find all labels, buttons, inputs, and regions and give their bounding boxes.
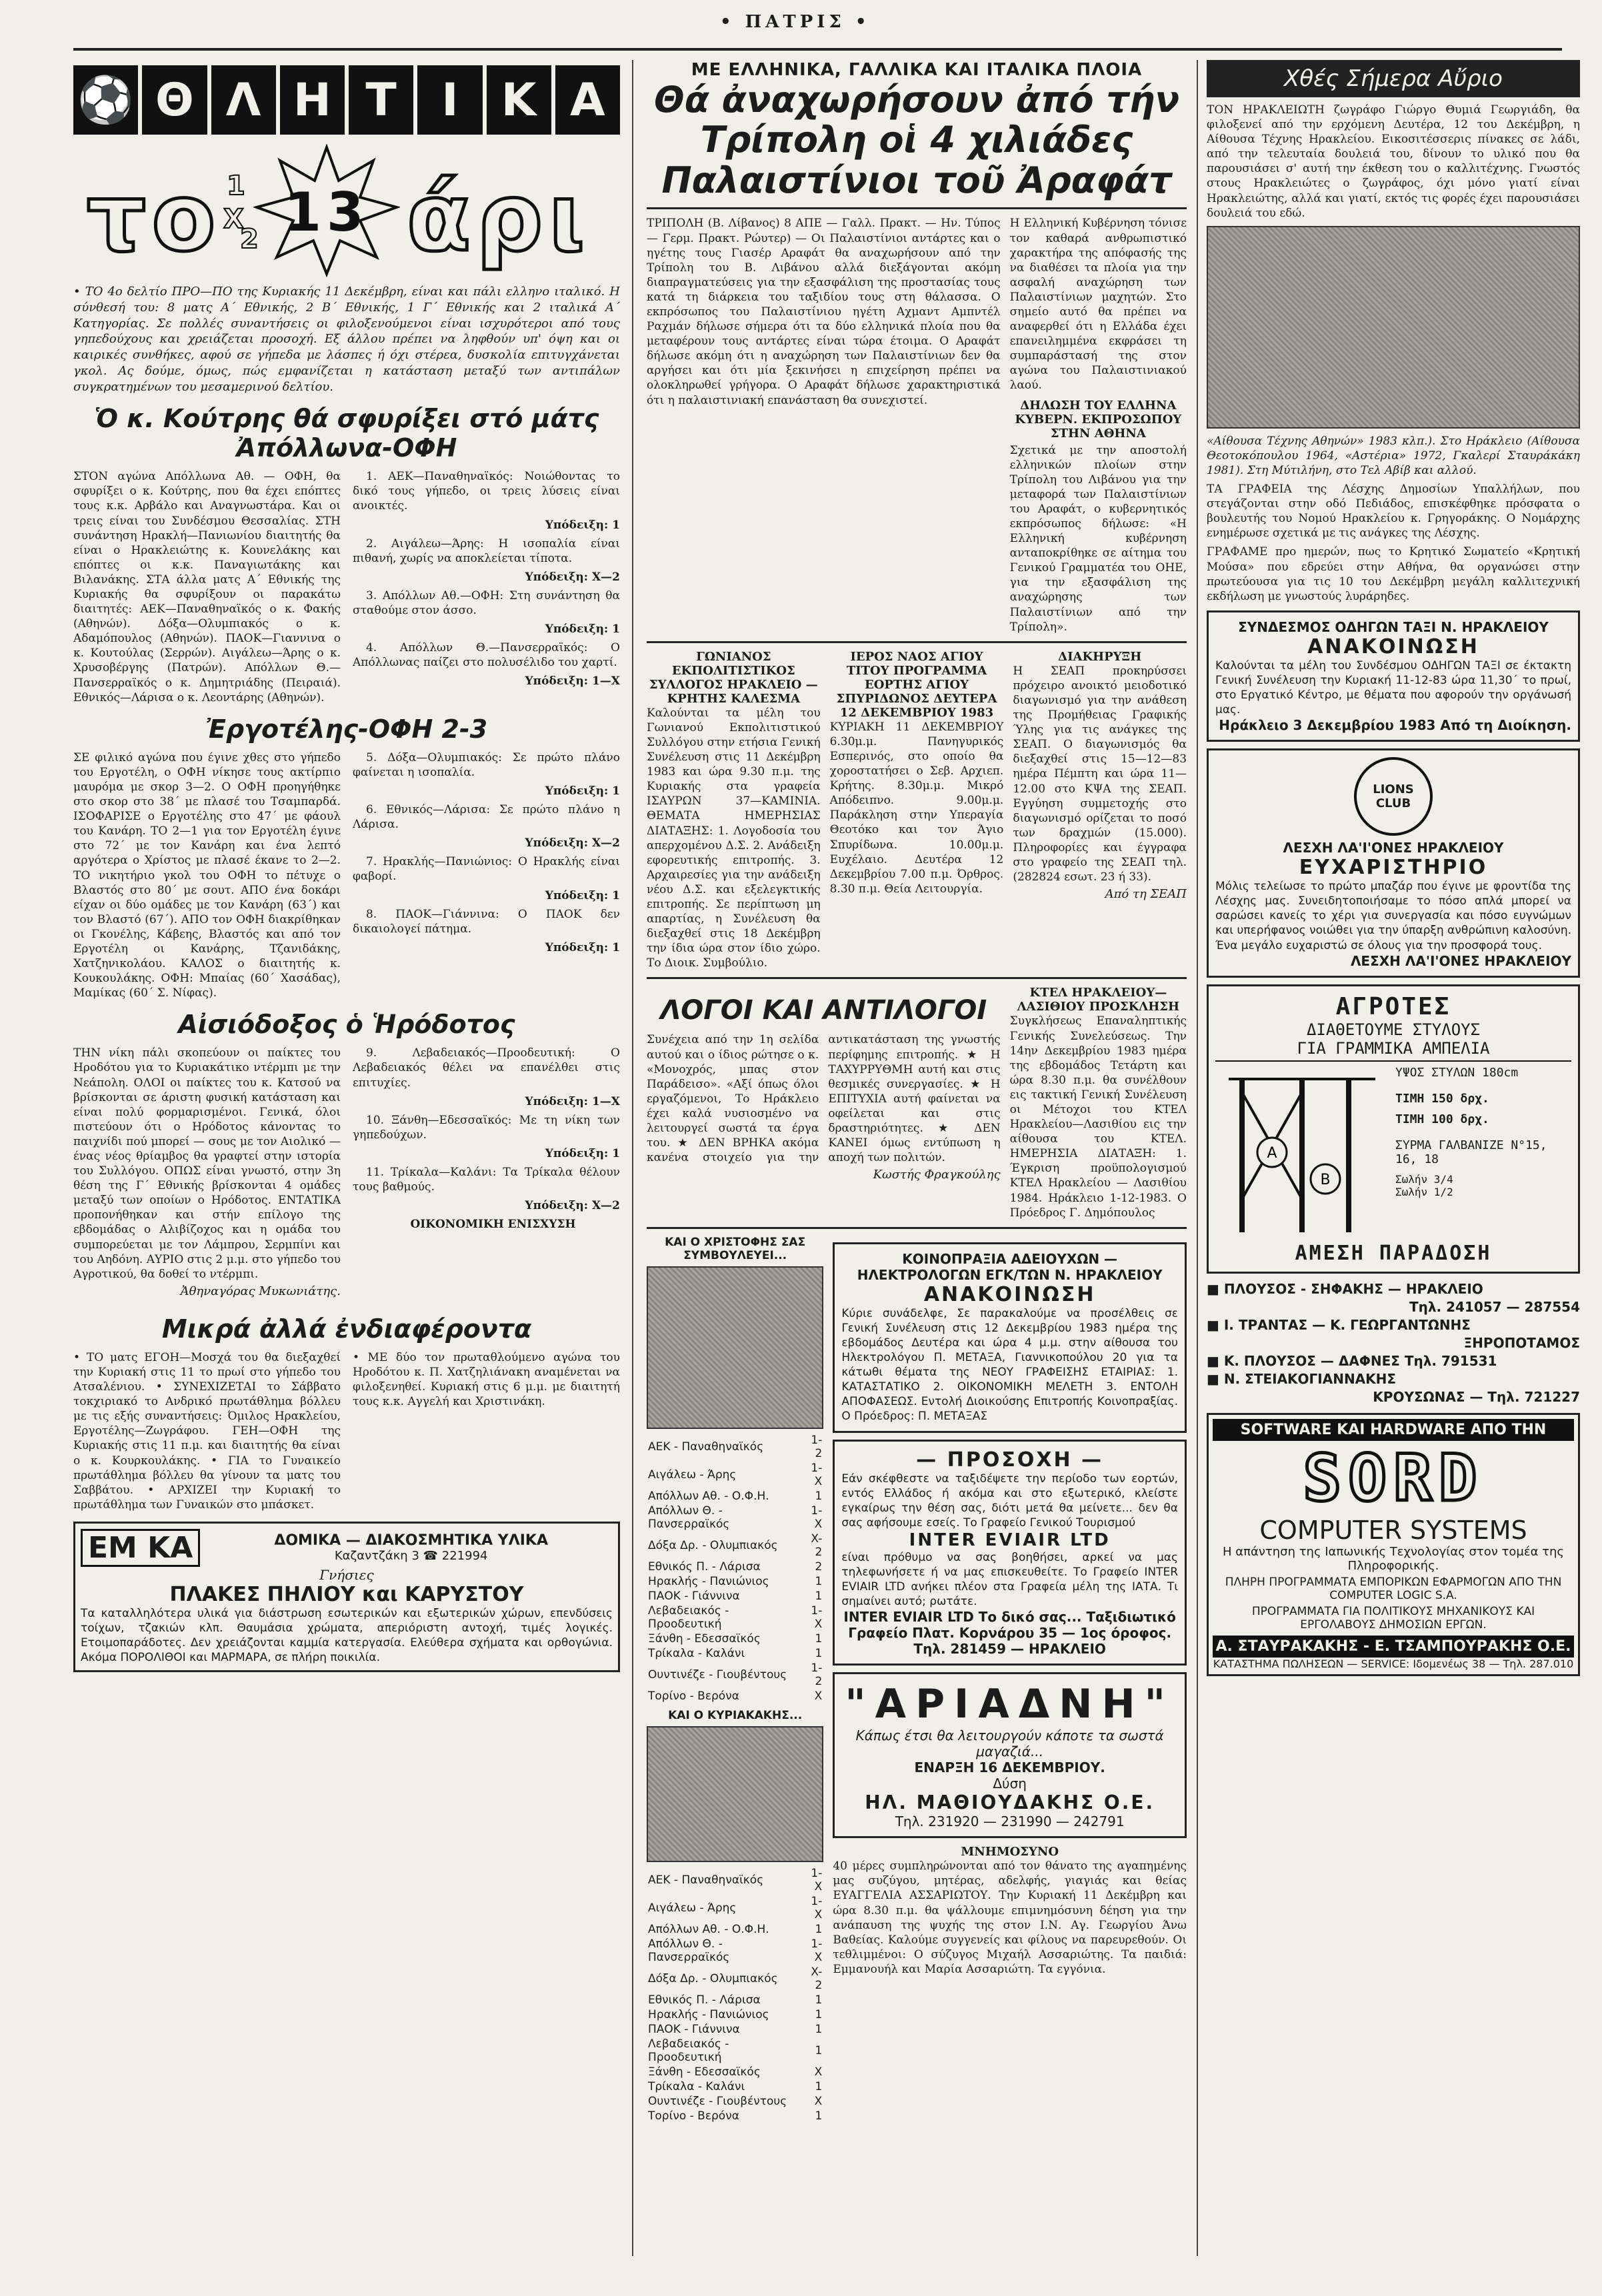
tip-verdict: Υπόδειξη: 1—Χ bbox=[525, 674, 620, 688]
politics-body2: Η Ελληνική Κυβέρνηση τόνισε τον καθαρά ανθρωπιστικό χαρακτήρα της απόφασής της να διαθέσει τα πλοία για την ασφαλή αναχώρηση των Παλαιστίνιων μαχητών. Στο σημείο αυτό θα πρέπει να αναφερθεί ότι η Ελλάδα έχει επανειλημμένα εκφράσει τη συμπαράστασή της στον αγώνα του Παλαιστινιακού λαού. bbox=[1009, 217, 1187, 393]
sord-cs: COMPUTER SYSTEMS bbox=[1259, 1515, 1527, 1545]
dealer-line: ■ Ι. ΤΡΑΝΤΑΣ — Κ. ΓΕΩΡΓΑΝΤΩΝΗΣ bbox=[1207, 1316, 1471, 1333]
result-match: Τρίκαλα - Καλάνι bbox=[648, 1646, 745, 1660]
synd-title: ΣΥΝΔΕΣΜΟΣ ΟΔΗΓΩΝ ΤΑΞΙ Ν. ΗΡΑΚΛΕΙΟΥ bbox=[1238, 618, 1549, 635]
sord-address: ΚΑΤΑΣΤΗΜΑ ΠΩΛΗΣΕΩΝ — SERVICE: Ιδομενέως 38 — Τηλ. 287.010 bbox=[1213, 1657, 1574, 1670]
tip-verdict: Υπόδειξη: 1 bbox=[545, 1146, 620, 1160]
banner-letter: Λ bbox=[211, 65, 276, 135]
logoi-text: Συνέχεια από την 1η σελίδα αυτού και ο ίδιος ρώτησε ο κ. «Μονοχρός, μπας στον Παράδεισο». «Αξί όπως όλοι εργαζόμενοι, Το Ηράκλειο έχει καλά νυσιοσμένο να λειτουργεί σωστά τα έργα του. ★ ΔΕΝ ΒΡΗΚΑ ακόμα κανένα στοιχείο για την αντικατάσταση της γνωστής περίφημης επιτροπής. ★ Η ΤΑΧΥΡΡΥΘΜΗ αυτή και στις θεσμικές συνεργασίες. ★ Η ΕΠΙΤΥΧΙΑ αυτή φαίνεται να οφείλεται και στις δραστηριότητες. ★ ΔΕΝ ΚΑΝΕΙ όμως εντύπωση η αποχή των πολιτών. bbox=[647, 1033, 1001, 1165]
mnimosyno-text: 40 μέρες συμπληρώνονται από τον θάνατο της αγαπημένης μας συζύγου, μητέρας, αδελφής, γιαγιάς και θείας ΕΥΑΓΓΕΛΙΑ ΑΣΣΑΡΙΩΤΟΥ. Την Κυριακή 11 Δεκέμβρη και ώρα 8.30 π.μ. θα ψάλλουμε επιμνημόσυνη δέηση για την ανάπαυση της ψυχής της στον Ι.Ν. Αγ. Γεωργίου Άνω Βαθείας. Καλούμε συγγενείς και φίλους να παρευρεθούν. Οι τεθλιμμένοι: Ο σύζυγος Μιχαήλ Ασσαριώτης. Τα παιδιά: Εμμανουήλ και Μαρία Ασσαριώτη. Τα εγγόνια. bbox=[833, 1859, 1187, 1976]
tip-line: 10. Ξάνθη—Εδεσσαϊκός: Με τη νίκη των γηπεδούχων. bbox=[353, 1113, 620, 1142]
result-row bbox=[647, 1894, 823, 1922]
result-row bbox=[647, 2007, 823, 2022]
athletika-banner bbox=[73, 65, 620, 135]
results-table-a bbox=[647, 1433, 823, 1704]
grafame-text: ΓΡΑΦΑΜΕ προ ημερών, πως το Κρητικό Σωματείο «Κρητική Μούσα» που εδρεύει στην Αθήνα, θα οργανώσει στην πρωτεύουσα για τις 10 του Δεκέμβρη μεγάλη καλλιτεχνική εκδήλωση με γνωστούς λυράρηδες. bbox=[1207, 545, 1580, 603]
rule bbox=[647, 641, 1187, 643]
emka-ad bbox=[73, 1522, 620, 1672]
result-match: Εθνικός Π. - Λάρισα bbox=[648, 1560, 761, 1574]
politics-headline: Θά ἀναχωρήσουν ἀπό τήν Τρίπολη οἱ 4 χιλιάδες Παλαιστίνιοι τοῦ Ἀραφάτ bbox=[653, 79, 1180, 201]
result-row bbox=[647, 1589, 823, 1604]
agrotes-wire: ΣΥΡΜΑ ΓΑΛΒΑΝΙΖΕ Ν°15, 16, 18 bbox=[1395, 1138, 1547, 1166]
result-match: Απόλλων Θ. - Πανσερραϊκός bbox=[648, 1504, 730, 1531]
emka-address: Καζαντζάκη 3 ☎ 221994 bbox=[334, 1549, 488, 1564]
result-match: Δόξα Δρ. - Ολυμπιακός bbox=[648, 1538, 778, 1552]
advise-title-2: ΚΑΙ Ο ΚΥΡΙΑΚΑΚΗΣ... bbox=[668, 1708, 803, 1722]
result-row bbox=[647, 1560, 823, 1574]
dealer-line: ΞΗΡΟΠΟΤΑΜΟΣ bbox=[1463, 1334, 1580, 1351]
tip-line: 8. ΠΑΟΚ—Γιάννινα: Ο ΠΑΟΚ δεν δικαιολογεί πάτημα. bbox=[353, 907, 620, 936]
result-match: Λεβαδειακός - Προοδευτική bbox=[648, 1604, 729, 1631]
synd-head: ΑΝΑΚΟΙΝΩΣΗ bbox=[1307, 634, 1479, 658]
result-row bbox=[647, 2022, 823, 2037]
result-match: Αιγάλεω - Άρης bbox=[648, 1901, 737, 1915]
prosoxi-title: — ΠΡΟΣΟΧΗ — bbox=[916, 1448, 1104, 1472]
politics-kicker: ΜΕ ΕΛΛΗΝΙΚΑ, ΓΑΛΛΙΚΑ ΚΑΙ ΙΤΑΛΙΚΑ ΠΛΟΙΑ bbox=[691, 60, 1143, 80]
tip-verdict: Υπόδειξη: Χ—2 bbox=[525, 570, 620, 584]
result-row bbox=[647, 1646, 823, 1661]
result-match: Απόλλων Αθ. - Ο.Φ.Η. bbox=[648, 1922, 769, 1936]
headline-koutris: Ὁ κ. Κούτρης θά σφυρίξει στό μάτς Ἀπόλλωνα-ΟΦΗ bbox=[94, 404, 599, 463]
dealer-list bbox=[1207, 1280, 1580, 1406]
emka-title: ΔΟΜΙΚΑ — ΔΙΑΚΟΣΜΗΤΙΚΑ ΥΛΙΚΑ bbox=[274, 1532, 548, 1550]
dealer-line: Τηλ. 241057 — 287554 bbox=[1409, 1298, 1580, 1315]
naos-text: ΚΥΡΙΑΚΗ 11 ΔΕΚΕΜΒΡΙΟΥ 6.30μ.μ. Πανηγυρικός Εσπερινός, στο οποίο θα χοροστατήσει ο Σεβ. Αρχιεπ. Κρήτης. 8.30μ.μ. Μικρό Απόδειπνο. 9.00μ.μ. Παράκληση στην Υπεραγία Θεοτόκο και τον Άγιο Σπυρίδωνα. 10.00μ.μ. Ευχέλαιο. Δευτέρα 12 Δεκεμβρίου 7.00 π.μ. Όρθρος. 8.30 π.μ. Θεία Λειτουργία. bbox=[829, 720, 1004, 896]
lions-title: ΛΕΣΧΗ ΛΑ'Ι'ΟΝΕΣ ΗΡΑΚΛΕΙΟΥ bbox=[1283, 840, 1504, 856]
result-match: Ξάνθη - Εδεσσαϊκός bbox=[648, 2065, 761, 2079]
result-pick: X-2 bbox=[811, 1532, 823, 1559]
tzari-marker-1: 1 bbox=[227, 171, 251, 201]
result-row bbox=[647, 1604, 823, 1632]
agrotes-sub2: ΓΙΑ ΓΡΑΜΜΙΚΑ ΑΜΠΕΛΙΑ bbox=[1215, 1039, 1571, 1062]
result-pick: 1-X bbox=[811, 1461, 823, 1488]
logoi-title: ΛΟΓΟΙ ΚΑΙ ΑΝΤΙΛΟΓΟΙ bbox=[660, 995, 987, 1026]
column-divider bbox=[632, 60, 633, 2256]
tip-line: 9. Λεβαδειακός—Προοδευτική: Ο Λεβαδειακός θέλει να επανέλθει στις επιτυχίες. bbox=[353, 1046, 620, 1090]
result-row bbox=[647, 2109, 823, 2123]
emka-sub: Γνήσιες bbox=[319, 1566, 374, 1583]
column-divider bbox=[1197, 60, 1198, 2256]
sord-top: SOFTWARE ΚΑΙ HARDWARE ΑΠΟ ΤΗΝ bbox=[1213, 1419, 1574, 1441]
ariadni-ad bbox=[833, 1672, 1187, 1838]
result-pick: 1-X bbox=[811, 1604, 823, 1631]
subhead-oikonomiki: ΟΙΚΟΝΟΜΙΚΗ ΕΝΙΣΧΥΣΗ bbox=[410, 1218, 576, 1232]
diakirixi-text: Η ΣΕΑΠ προκηρύσσει πρόχειρο ανοικτό μειοδοτικό διαγωνισμό για την ανάθεση της Προμήθειας Γραφικής Ύλης για τις ανάγκες της ΣΕΑΠ. Ο διαγωνισμός θα διεξαχθεί στις 15—12—83 ημέρα Πέμπτη και ώρα 11—12.00 στο ΚΨΑ της ΣΕΑΠ. Εγγύηση συμμετοχής στο διαγωνισμό ορίζεται το ποσό των δραχμών (15.000). Πληροφορίες και έγγραφα στο γραφείο της ΣΕΑΠ τηλ. (282824 εσωτ. 23 ή 33). bbox=[1013, 664, 1187, 884]
ktel-title: ΚΤΕΛ ΗΡΑΚΛΕΙΟΥ—ΛΑΣΙΘΙΟΥ ΠΡΟΣΚΛΗΣΗ bbox=[1017, 986, 1179, 1014]
sord-ad bbox=[1207, 1413, 1580, 1676]
result-pick: 1 bbox=[815, 1489, 823, 1503]
banner-letter: Θ bbox=[142, 65, 207, 135]
article-mikra-cont: • ΜΕ δύο τον πρωταθλούμενο αγώνα του Ηροδότου κ. Π. Χατζηλιάνακη αναμένεται να φιλοξενηθεί. Κυριακή στις 6 μ.μ. με διαιτητή τους κ.κ. Αγγελή και Χριστινάκη. bbox=[353, 1350, 620, 1409]
result-row bbox=[647, 2037, 823, 2065]
eviair-ad bbox=[833, 1440, 1187, 1666]
synd-signature: Ηράκλειο 3 Δεκεμβρίου 1983 Από τη Διοίκηση. bbox=[1219, 717, 1571, 734]
rule bbox=[647, 977, 1187, 979]
svg-text:B: B bbox=[1320, 1171, 1331, 1188]
sports-section bbox=[73, 60, 620, 2256]
agrotes-pipe-left: Σωλήν 3/4 bbox=[1395, 1172, 1453, 1186]
advise-title: ΚΑΙ Ο ΧΡΙΣΤΟΦΗΣ ΣΑΣ ΣΥΜΒΟΥΛΕΥΕΙ... bbox=[665, 1235, 806, 1262]
logoi-signature: Κωστής Φραγκούλης bbox=[873, 1168, 1001, 1182]
football-icon: ⚽ bbox=[73, 65, 138, 135]
result-pick: 1 bbox=[815, 2043, 823, 2057]
tip-verdict: Υπόδειξη: Χ—2 bbox=[525, 836, 620, 850]
result-row bbox=[647, 2079, 823, 2094]
result-row bbox=[647, 1937, 823, 1965]
photo-caption: «Αίθουσα Τέχνης Αθηνών» 1983 κλπ.). Στο Ηράκλειο (Αίθουσα Θεοτοκόπουλου 1964, «Αστέρια» 1972, Γκαλερί Σταυράκάκη 1981). Στη Μύτιλήνη, στο Τελ Αβίβ και αλλού. bbox=[1207, 434, 1580, 477]
result-pick: 2 bbox=[815, 1560, 823, 1574]
result-pick: 1 bbox=[815, 1574, 823, 1588]
dealer-line: ■ Κ. ΠΛΟΥΣΟΣ — ΔΑΦΝΕΣ Τηλ. 791531 bbox=[1207, 1352, 1497, 1369]
result-row bbox=[647, 1993, 823, 2007]
result-match: Τορίνο - Βερόνα bbox=[648, 1689, 739, 1703]
eviair-name: INTER EVIAIR LTD bbox=[909, 1530, 1111, 1550]
banner-letter: Κ bbox=[487, 65, 551, 135]
result-row bbox=[647, 1965, 823, 1993]
koinopraxia-text: Κύριε συνάδελφε, Σε παρακαλούμε να προσέλθεις σε Γενική Συνέλευση στις 12 Δεκεμβρίου 1983 ημέρα της εβδομάδος Δευτέρα και ώρα 4 μ.μ. στην αίθουσα του Ηλεκτρολόγου Π. ΜΕΤΑΞΑ, Γιαννικοπούλου 20 για τα κάτωθι θέματα της ΝΕΟΥ ΓΡΑΦΕΙΣΗΣ ΕΤΑΙΡΙΑΣ: 1. ΚΑΤΑΣΤΑΤΙΚΟ 2. ΟΙΚΟΝΟΜΙΚΗ ΜΕΛΕΤΗ 3. ΕΝΤΟΛΗ ΑΠΟΦΑΣΕΩΣ. Εντολή Διοικούσης Επιτροπής Κοινοπραξίας. Ο Πρόεδρος: Π. ΜΕΤΑΞΑΣ bbox=[841, 1306, 1178, 1424]
emka-logo: ΕΜ ΚΑ bbox=[81, 1529, 200, 1567]
news-section bbox=[647, 60, 1187, 2256]
naos-title: ΙΕΡΟΣ ΝΑΟΣ ΑΓΙΟΥ ΤΙΤΟΥ ΠΡΟΓΡΑΜΜΑ ΕΟΡΤΗΣ ΑΓΙΟΥ ΣΠΥΡΙΔΩΝΟΣ ΔΕΥΤΕΡΑ 12 ΔΕΚΕΜΒΡΙΟΥ 1983 bbox=[836, 649, 997, 720]
tip-line: 7. Ηρακλής—Πανιώνιος: Ο Ηρακλής είναι φαβορί. bbox=[353, 855, 620, 884]
headline-ergotelis: Ἐργοτέλης-ΟΦΗ 2-3 bbox=[205, 714, 488, 744]
xthes-banner: Χθές Σήμερα Αὔριο bbox=[1207, 60, 1580, 97]
result-match: Ηρακλής - Πανιώνιος bbox=[648, 1574, 769, 1588]
result-row bbox=[647, 1461, 823, 1489]
lions-head: ΕΥΧΑΡΙΣΤΗΡΙΟ bbox=[1299, 856, 1488, 880]
dealer-line: ■ ΠΛΟΥΣΟΣ - ΣΗΦΑΚΗΣ — ΗΡΑΚΛΕΙΟ bbox=[1207, 1280, 1483, 1297]
article-mikra: • ΤΟ ματς ΕΓΟΗ—Μοσχά του θα διεξαχθεί την Κυριακή στις 11 το πρωί στο γήπεδο του Ατσαλένιου. • ΣΥΝΕΧΙΖΕΤΑΙ το Σάββατο τοκχιριακό το Ανδρικό πρωτάθλημα βόλλευ με τις εξής συναντήσεις: Όμιλος Ηρακλείου, Εργοτέλης—Ζωγράφου. ΓΕΗ—ΟΦΗ της Κυριακής στις 11 π.μ. και διαιτητής θα είναι ο κ. Κουρκουλάκης. • ΓΙΑ το Γυναικείο πρωτάθλημα βόλλευ θα γίνουν τα ματς του Σαββάτου. • ΑΡΧΙΖΕΙ την Κυριακή το πρωτάθλημα των Γυναικών στο μπάσκετ. bbox=[73, 1350, 341, 1512]
lions-signature: ΛΕΣΧΗ ΛΑ'Ι'ΟΝΕΣ ΗΡΑΚΛΕΙΟΥ bbox=[1350, 952, 1571, 969]
eviair-text: είναι πρόθυμο να σας βοηθήσει, αρκεί να μας τηλεφωνήσετε ή να μας επισκευθείτε. Το Γραφείο INTER EVIAIR LTD ανήκει πλέον στα Γραφεία μέλη της ΙΑΤΑ. Τι σημαίνει αυτό; ρωτάτε. bbox=[841, 1550, 1178, 1609]
eviair-address: INTER EVIAIR LTD Το δικό σας... Ταξιδιωτικό Γραφείο Πλατ. Κορνάρου 35 — 1ος όροφος. Τηλ. 281459 — ΗΡΑΚΛΕΙΟ bbox=[843, 1609, 1176, 1658]
rule bbox=[647, 1227, 1187, 1229]
result-match: Δόξα Δρ. - Ολυμπιακός bbox=[648, 1971, 778, 1985]
result-pick: 1 bbox=[815, 1922, 823, 1936]
result-match: ΠΑΟΚ - Γιάννινα bbox=[648, 2022, 740, 2036]
tip-line: 4. Απόλλων Θ.—Πανσερραϊκός: Ο Απόλλωνας παίζει στο πολυσέλιδο του χαρτί. bbox=[353, 641, 620, 670]
dealer-line: ΚΡΟΥΣΩΝΑΣ — Τηλ. 721227 bbox=[1373, 1388, 1580, 1405]
ariadni-company: ΗΛ. ΜΑΘΙΟΥΔΑΚΗΣ Ο.Ε. bbox=[865, 1791, 1155, 1814]
photo-painting bbox=[1207, 226, 1580, 429]
result-match: Ξάνθη - Εδεσσαϊκός bbox=[648, 1632, 761, 1646]
agrotes-height: ΥΨΟΣ ΣΤΥΛΩΝ 180cm bbox=[1395, 1065, 1519, 1080]
dealer-line: ■ Ν. ΣΤΕΙΑΚΟΓΙΑΝΝΑΚΗΣ bbox=[1207, 1370, 1397, 1387]
tip-verdict: Υπόδειξη: 1 bbox=[545, 940, 620, 954]
sord-line2: ΠΛΗΡΗ ΠΡΟΓΡΑΜΜΑΤΑ ΕΜΠΟΡΙΚΩΝ ΕΦΑΡΜΟΓΩΝ ΑΠΟ ΤΗΝ COMPUTER LOGIC S.A. bbox=[1225, 1575, 1562, 1602]
tzari-number: 13 bbox=[284, 181, 369, 243]
result-pick: 1 bbox=[815, 2079, 823, 2093]
tip-verdict: Υπόδειξη: 1 bbox=[545, 622, 620, 636]
result-pick: 1 bbox=[815, 2022, 823, 2036]
agrotes-delivery: ΑΜΕΣΗ ΠΑΡΑΔΟΣΗ bbox=[1295, 1241, 1492, 1265]
result-match: Ουντινέζε - Γιουβέντους bbox=[648, 2094, 787, 2108]
result-pick: 1-2 bbox=[811, 1661, 823, 1688]
photo-christofis bbox=[647, 1266, 823, 1429]
result-pick: X bbox=[814, 2065, 823, 2079]
koinopraxia-head: ΑΝΑΚΟΙΝΩΣΗ bbox=[923, 1282, 1096, 1306]
koinopraxia-ad bbox=[833, 1242, 1187, 1433]
masthead-rule bbox=[73, 48, 1562, 51]
article-aisiodoxos: ΤΗΝ νίκη πάλι σκοπεύουν οι παίκτες του Ηροδότου για το Κυριακάτικο ντέρμπι με την Νεάπολη. ΟΛΟΙ οι παίκτες του κ. Κατσού να βρίσκονται σε άριστη φυσική κατάσταση και είναι πολύ φορμαρισμένοι. Γενικά, όλοι πιστεύουν ότι ο Ηρόδοτος κάνοντας το παιχνίδι πού μπορεί — σους με τον Αιολικό — ένας νέος θρίαμβος θα γραφτεί στην ιστορία του Συλλόγου. ΟΠΩΣ είναι γνωστό, στην 3η θέση της Γ΄ Εθνικής βρίσκονται 4 ομάδες μεταξύ των οποίων ο Ηρόδοτος. ΕΝΤΑΤΙΚΑ προπονήθηκαν και στήν επίλογο της εβδομάδας ο Αλιβίζοχος και η ομάδα του συμπορεύεται με τον Λάμπρου, Σερμπίνι και του Αηδόνη. ΑΥΡΙΟ στις 2 μ.μ. στο γήπεδο του Αγροτικού, θα δοθεί το ντέρμπι. bbox=[73, 1046, 341, 1281]
sord-logo: SORD bbox=[1303, 1440, 1484, 1516]
result-row bbox=[647, 1866, 823, 1894]
article-ergotelis: ΣΕ φιλικό αγώνα που έγινε χθες στο γήπεδο του Εργοτέλη, ο ΟΦΗ νίκησε τους ακτίρπιο μαυρόμα με σκορ 3—2. Ο ΟΦΗ προηγήθηκε στο σκορ στο 38΄ με πλασέ του Τσαμπαρδά. ΙΣΟΦΑΡΙΣΕ ο Εργοτέλης στο 47΄ με φάουλ του Κανάρη. ΤΟ 2—1 για τον Εργοτέλη έγινε στο 72΄ με τον Κανάρη και ένα λεπτό αργότερα ο Χρίστος με πλασέ έκανε το 2—2. ΤΟ νικητήριο γκολ του ΟΦΗ το πέτυχε ο Βλαστός στο 80΄ με σουτ. ΑΠΟ ένα δοκάρι είχαν οι δύο ομάδες με τον Κανάρη (63΄) και τον Βλαστό (67΄). ΑΠΟ τον ΟΦΗ διακρίθηκαν οι Γκονέλης, Κάβεης, Βλαστός και από τον Εργοτέλη οι Κανάρης, Τζανιδάκης, Χατζηνικολάου. ΚΑΛΟΣ ο διαιτητής κ. Κουκουλάκης. ΟΦΗ: Μπαίας (60΄ Χασάδας), Μαμίκας (60΄ Σ. Νίφας). bbox=[73, 750, 341, 1000]
result-pick: X-2 bbox=[811, 1965, 823, 1992]
right-section bbox=[1207, 60, 1580, 2256]
photo-kyriakakis bbox=[647, 1726, 823, 1862]
banner-letter: Η bbox=[280, 65, 345, 135]
tip-line: 11. Τρίκαλα—Καλάνι: Τα Τρίκαλα θέλουν τους βαθμούς. bbox=[353, 1166, 620, 1194]
tzari-ari: άρι bbox=[407, 164, 590, 273]
headline-aisiodoxos: Αἰσιόδοξος ὁ Ἡρόδοτος bbox=[178, 1010, 515, 1040]
sord-line3: ΠΡΟΓΡΑΜΜΑΤΑ ΓΙΑ ΠΟΛΙΤΙΚΟΥΣ ΜΗΧΑΝΙΚΟΥΣ ΚΑΙ ΕΡΓΟΛΑΒΟΥΣ ΔΗΜΟΣΙΩΝ ΕΡΓΩΝ. bbox=[1251, 1604, 1535, 1632]
sord-line1: Η απάντηση της Ιαπωνικής Τεχνολογίας στον τομέα της Πληροφορικής. bbox=[1223, 1544, 1564, 1573]
result-match: Λεβαδειακός - Προοδευτική bbox=[648, 2037, 729, 2064]
results-table-b bbox=[647, 1866, 823, 2123]
tip-verdict: Υπόδειξη: 1 bbox=[545, 888, 620, 902]
lions-ad bbox=[1207, 748, 1580, 977]
result-pick: 1-2 bbox=[811, 1433, 823, 1460]
result-pick: 1 bbox=[815, 1589, 823, 1603]
dilosi-text: Σχετικά με την αποστολή ελληνικών πλοίων στην Τρίπολη του Λιβάνου για την μεταφορά των Παλαιστίνιων του Αραφάτ, ο κυβερνητικός εκπρόσωπος δήλωσε: «Η Ελληνική κυβέρνηση ανταποκρίθηκε σε αίτημα του Γενικού Γραμματέα του ΟΗΕ, για την εξασφάλιση της αναχώρησης των Παλαιστίνιων από την Τρίπολη». bbox=[1009, 443, 1187, 634]
result-match: ΑΕΚ - Παναθηναϊκός bbox=[648, 1873, 764, 1887]
lions-text: Μόλις τελείωσε το πρώτο μπαζάρ που έγινε με φροντίδα της Λέσχης μας. Συνειδητοποιήσαμε το πόσο απλά μπορεί να σαρώσει κανείς το χέρι για συνεργασία και πόσο ευγνώμων και υπερήφανος νοιώθει για την ύπαρξη ανθρώπινη καλοσύνη. Ένα μεγάλο ευχαριστώ σε όλους για την προσφορά τους. bbox=[1215, 880, 1571, 952]
tips-column-a bbox=[353, 469, 620, 705]
result-match: ΑΕΚ - Παναθηναϊκός bbox=[648, 1440, 764, 1454]
tip-verdict: Υπόδειξη: 1 bbox=[545, 784, 620, 798]
ariadni-phone: Τηλ. 231920 — 231990 — 242791 bbox=[895, 1813, 1125, 1830]
masthead bbox=[0, 0, 1602, 47]
result-pick: 1 bbox=[815, 2109, 823, 2123]
result-pick: 1 bbox=[815, 1632, 823, 1646]
tip-line: 2. Αιγάλεω—Άρης: Η ισοπαλία είναι πιθανή, χωρίς να αποκλείεται τίποτα. bbox=[353, 537, 620, 565]
result-pick: 1-X bbox=[811, 1866, 823, 1893]
emka-headline: ΠΛΑΚΕΣ ΠΗΛΙΟΥ και ΚΑΡΥΣΤΟΥ bbox=[169, 1582, 524, 1606]
result-row bbox=[647, 1661, 823, 1689]
headline-mikra: Μικρά ἀλλά ἐνδιαφέροντα bbox=[161, 1314, 532, 1344]
result-pick: 1 bbox=[815, 2007, 823, 2021]
tzari-marker-2: 2 bbox=[240, 224, 264, 255]
agrotes-sub: ΔΙΑΘΕΤΟΥΜΕ ΣΤΥΛΟΥΣ bbox=[1306, 1020, 1481, 1039]
agrotes-price-b: ΤΙΜΗ 100 δρχ. bbox=[1395, 1112, 1489, 1126]
tzari-logo bbox=[73, 144, 620, 271]
result-row bbox=[647, 1532, 823, 1560]
tips-column-b bbox=[353, 1046, 620, 1305]
tzari-marker-x: X bbox=[223, 204, 249, 235]
tip-verdict: Υπόδειξη: Χ—2 bbox=[525, 1199, 620, 1213]
result-match: Τρίκαλα - Καλάνι bbox=[648, 2079, 745, 2093]
tzari-to: το bbox=[87, 164, 221, 273]
koinopraxia-title: ΚΟΙΝΟΠΡΑΞΙΑ ΑΔΕΙΟΥΧΩΝ — ΗΛΕΚΤΡΟΛΟΓΩΝ ΕΓΚ/ΤΩΝ Ν. ΗΡΑΚΛΕΙΟΥ bbox=[857, 1250, 1163, 1283]
vine-post-diagram-icon bbox=[1215, 1066, 1389, 1239]
agrotes-title: ΑΓΡΟΤΕΣ bbox=[1335, 992, 1451, 1020]
result-row bbox=[647, 1689, 823, 1704]
dilosi-title: ΔΗΛΩΣΗ ΤΟΥ ΕΛΛΗΝΑ ΚΥΒΕΡΝ. ΕΚΠΡΟΣΩΠΟΥ ΣΤΗΝ ΑΘΗΝΑ bbox=[1015, 398, 1182, 441]
result-row bbox=[647, 1504, 823, 1532]
prosoxi-text: Εάν σκέφθεστε να ταξιδέψετε την περίοδο των εορτών, εντός Ελλάδος ή ακόμα και στο εξωτερικό, κλείστε εγκαίρως την θέση σας, διότι μετά θα μείνετε... δεν θα σας αφήσουμε εσείς. Το Γραφείο Γενικού Τουρισμού bbox=[841, 1472, 1178, 1530]
result-match: Εθνικός Π. - Λάρισα bbox=[648, 1993, 761, 2007]
banner-letter: Α bbox=[555, 65, 620, 135]
diakirixi-title: ΔΙΑΚΗΡΥΞΗ bbox=[1058, 649, 1142, 664]
diakirixi-signature: Από τη ΣΕΑΠ bbox=[1105, 887, 1187, 902]
result-row bbox=[647, 2094, 823, 2109]
ariadni-where: Δύση bbox=[993, 1775, 1027, 1792]
mnimosyno-title: ΜΝΗΜΟΣΥΝΟ bbox=[961, 1845, 1059, 1859]
tip-verdict: Υπόδειξη: 1 bbox=[545, 518, 620, 532]
newspaper-name: • ΠΑΤΡΙΣ • bbox=[720, 12, 871, 32]
gonianos-text: Καλούνται τα μέλη του Γωνιανού Εκπολιτιστικού Συλλόγου στην ετήσια Γενική Συνέλευση στις 11 Δεκέμβρη 1983 και ώρα 9.30 π.μ. της Κυριακής στα γραφεία ΙΣΑΥΡΩΝ 37—ΚΑΜΙΝΙΑ. ΘΕΜΑΤΑ ΗΜΕΡΗΣΙΑΣ ΔΙΑΤΑΞΗΣ: 1. Λογοδοσία του απερχομένου Δ.Σ. 2. Ανάδειξη εφορευτικής επιτροπής. 3. Αρχαιρεσίες για την ανάδειξη νέου Δ.Σ. και εξελεγκτικής επιτροπής. Σε περίπτωση μη απαρτίας, η Συνέλευση θα διεξαχθεί στις 18 Δεκέμβρη την ίδια ώρα στον ίδιο χώρο. Το Διοικ. Συμβούλιο. bbox=[647, 706, 821, 970]
tips-column-a-cont bbox=[353, 750, 620, 1001]
banner-letter: Τ bbox=[349, 65, 413, 135]
result-match: Απόλλων Αθ. - Ο.Φ.Η. bbox=[648, 1489, 769, 1503]
ktel-text: Συγκλήσεως Επαναληπτικής Γενικής Συνελεύσεως. Την 14ην Δεκεμβρίου 1983 ημέρα της εβδομάδος Τετάρτη και ώρα 8.30 π.μ. θα συνέλθουν εις τακτική Γενική Συνέλευση οι Μέτοχοι του ΚΤΕΛ Ηρακλείου—Λασιθίου εις την αίθουσα του ΚΤΕΛ. ΗΜΕΡΗΣΙΑ ΔΙΑΤΑΞΗ: 1. Έγκριση προϋπολογισμού ΚΤΕΛ Ηρακλείου — Λασιθίου 1984. Ηράκλειο 1-12-1983. Ο Πρόεδρος Γ. Δημόπουλος bbox=[1009, 1014, 1187, 1220]
signature: Ἀθηναγόρας Μυκωνιάτης. bbox=[180, 1284, 341, 1298]
emka-body: Τα καταλληλότερα υλικά για διάστρωση εσωτερικών και εξωτερικών χώρων, επενδύσεις τοίχων, τζακιών κλπ. Θαυμάσια χρώματα, απεριόριστη αντοχή, τιμές λογικές. Ετοιμοπαράδοτες. Δεν χρειάζονται καμμία κατεργασία. Ελεύθερα σχήματα και ορθογώνια. Ακόμα ΠΟΡΟΛΙΘΟΙ και ΜΑΡΜΑΡΑ, σε πλήρη ποικιλία. bbox=[81, 1606, 613, 1665]
result-match: Αιγάλεω - Άρης bbox=[648, 1468, 737, 1482]
result-row bbox=[647, 1922, 823, 1937]
result-match: Απόλλων Θ. - Πανσερραϊκός bbox=[648, 1937, 730, 1964]
ariadni-open: ΕΝΑΡΞΗ 16 ΔΕΚΕΜΒΡΙΟΥ. bbox=[914, 1759, 1105, 1776]
ariadni-sub: Κάπως έτσι θα λειτουργούν κάποτε τα σωστά μαγαζιά... bbox=[855, 1727, 1164, 1760]
xthes-text: ΤΟΝ ΗΡΑΚΛΕΙΩΤΗ ζωγράφο Γιώργο Θυμιά Γεωργιάδη, θα φιλοξενεί από την ερχόμενη Δευτέρα, 12 του Δεκέμβρη, η Αίθουσα Τέχνης Ηρακλείου. Εικοσιτέσσερις πίνακες σε λάδι, από την τελευταία δουλειά του, δίνουν το υλικό που θα παρουσιάσει σ' αυτή την έκθεση του ο καλλιτέχνης. Γνωστός στους Ηρακλειώτες ο ζωγράφος, όχι μόνο γιατί είναι Ηρακλειώτης, αλλά και γιατί, εκτός τις φορές έχει παρουσιάσει δουλειά του εδώ. bbox=[1207, 103, 1580, 220]
result-row bbox=[647, 1632, 823, 1646]
gonianos-title: ΓΩΝΙΑΝΟΣ ΕΚΠΟΛΙΤΙΣΤΙΚΟΣ ΣΥΛΛΟΓΟΣ ΗΡΑΚΛΕΙΟ —ΚΡΗΤΗΣ ΚΑΛΕΣΜΑ bbox=[649, 649, 818, 706]
ta-grafeia-text: ΤΑ ΓΡΑΦΕΙΑ της Λέσχης Δημοσίων Υπαλλήλων, που στεγάζονται στην οδό Πεδιάδος, επισκέφθηκε πρόσφατα ο βουλευτής του Νομού Ηρακλείου κ. Γρηγοράκης. Ο Νομάρχης ενημέρωσε σχετικά με τις ανάγκες της Λέσχης. bbox=[1207, 483, 1580, 541]
tip-line: 3. Απόλλων Αθ.—ΟΦΗ: Στη συνάντηση θα σταθούμε στον άσσο. bbox=[353, 588, 620, 617]
result-pick: X bbox=[814, 2094, 823, 2108]
result-pick: 1-X bbox=[811, 1504, 823, 1531]
agrotes-ad bbox=[1207, 984, 1580, 1274]
result-pick: 1 bbox=[815, 1993, 823, 2007]
result-row bbox=[647, 1433, 823, 1461]
article-koutris: ΣΤΟΝ αγώνα Απόλλωνα Αθ. — ΟΦΗ, θα σφυρίξει ο κ. Κούτρης, που θα έχει επόπτες τους κ.κ. Αρβάλο και Αναγνωστάρα. Και οι τρεις είναι του Συνδέσμου Θεσσαλίας. ΣΤΗ συνάντηση Ηρακλή—Πανιωνίου διαιτητής θα είναι ο Ηρακλειώτης κ. Κουνελάκης και επόπτες οι κ.κ. Παναγιωτάκης και Βιλανάκης. ΣΤΑ άλλα ματς Α΄ Εθνικής της Κυριακής θα σφυρίξουν οι παρακάτω διαιτητές: ΑΕΚ—Παναθηναϊκός ο κ. Φακής (Αθηνών). Δόξα—Ολυμπιακός ο κ. Αδαμόπουλος (Αθηνών). ΠΑΟΚ—Γιαννινα ο κ. Κουτούλας (Σερρών). Αιγάλεω—Άρης ο κ. Χρυσοβέργης (Πατρών). Απόλλων Θ.—Πανσερραϊκός ο κ. Δημητριάδης (Πειραιά). Εθνικός—Λάρισα ο κ. Λεοντάρης (Αθηνών). bbox=[73, 470, 341, 704]
politics-body: ΤΡΙΠΟΛΗ (Β. Λίβανος) 8 ΑΠΕ — Γαλλ. Πρακτ. — Ην. Τύπος — Γερμ. Πρακτ. Ρώυτερ) — Οι Παλαιστίνιοι αντάρτες και ο ηγέτης τους Γιασέρ Αραφάτ θα αναχωρήσουν από την Τρίπολη του Β. Λιβάνου αλλά διεξάγονται ακόμη διαπραγματεύσεις για την εξασφάλιση της προστασίας τους κατά τη διάρκεια του ταξιδίου τους στη θάλασσα. Ο εκπρόσωπος του Παλαιστίνιου ηγέτη Αχμαντ Αμπντέλ Ραχμάν δήλωσε σήμερα ότι τα δύο ελληνικά πλοία που θα μεταφέρουν τους αντάρτες είναι τώρα έτοιμα. Ο Αραφάτ δήλωσε ακόμη ότι η αναχώρηση των Παλαιστίνιων δεν θα αργήσει και ότι μία ξεκινήσει η επιχείρηση πρέπει να ολοκληρωθεί γρήγορα. Ο Αραφάτ δήλωσε χαρακτηριστικά ότι η παλαιστινιακή επανάσταση θα συνεχιστεί. bbox=[647, 217, 1001, 407]
banner-letter: Ι bbox=[417, 65, 482, 135]
rule bbox=[647, 207, 1187, 209]
tzari-intro: • ΤΟ 4ο δελτίο ΠΡΟ—ΠΟ της Κυριακής 11 Δεκέμβρη, είναι και πάλι ελληνο ιταλικό. Η σύνθεσή του: 8 ματς Α΄ Εθνικής, 2 Β΄ Εθνικής, 1 Γ΄ Εθνικής και 2 ιταλικά Α΄ Κατηγορίας. Σε πολλές συναντήσεις οι φιλοξενούμενοι είναι ισχυρότεροι από τους γηπεδούχους και χρειάζεται προσοχή. Εξ άλλου πρέπει να ληφθούν υπ' όψη και οι καιρικές συνθήκες, αφού σε γήπεδα με λάσπες ή όχι στέρεα, δυσκολία επιτυγχάνεται γκολ. Ας δούμε, όμως, πώς εμφανίζεται η κατάσταση μεταξύ των αντιπάλων συγκρατημένων του μεσαμερινού δελτίου. bbox=[73, 285, 620, 394]
lions-badge-icon: LIONS CLUB bbox=[1354, 757, 1433, 836]
synd-text: Καλούνται τα μέλη του Συνδέσμου ΟΔΗΓΩΝ ΤΑΞΙ σε έκτακτη Γενική Συνέλευση την Κυριακή 11-12-83 ώρα 11,30΄ το πρωί, στο Εργατικό Κέντρο, με θέματα που αφορούν την οργάνωσή μας. bbox=[1215, 658, 1571, 717]
svg-text:A: A bbox=[1267, 1144, 1277, 1162]
sord-dealer: Α. ΣΤΑΥΡΑΚΑΚΗΣ - Ε. ΤΣΑΜΠΟΥΡΑΚΗΣ Ο.Ε. bbox=[1213, 1636, 1574, 1658]
result-match: ΠΑΟΚ - Γιάννινα bbox=[648, 1589, 740, 1603]
result-row bbox=[647, 1489, 823, 1504]
result-row bbox=[647, 2065, 823, 2079]
result-pick: 1 bbox=[815, 1646, 823, 1660]
tip-line: 1. ΑΕΚ—Παναθηναϊκός: Νοιώθοντας το δικό τους γήπεδο, οι τρεις λύσεις είναι ανοικτές. bbox=[353, 470, 620, 513]
result-match: Ουντινέζε - Γιουβέντους bbox=[648, 1668, 787, 1682]
agrotes-price-a: ΤΙΜΗ 150 δρχ. bbox=[1395, 1091, 1489, 1106]
result-pick: 1-X bbox=[811, 1894, 823, 1921]
ariadni-name: "ΑΡΙΑΔΝΗ" bbox=[845, 1681, 1175, 1728]
result-match: Ηρακλής - Πανιώνιος bbox=[648, 2007, 769, 2021]
result-row bbox=[647, 1574, 823, 1589]
tip-verdict: Υπόδειξη: 1—Χ bbox=[525, 1094, 620, 1108]
synd-ad bbox=[1207, 610, 1580, 742]
tip-line: 5. Δόξα—Ολυμπιακός: Σε πρώτο πλάνο φαίνεται η ισοπαλία. bbox=[353, 750, 620, 779]
tip-line: 6. Εθνικός—Λάρισα: Σε πρώτο πλάνο η Λάρισα. bbox=[353, 803, 620, 832]
agrotes-pipe-right: Σωλήν 1/2 bbox=[1395, 1185, 1453, 1198]
result-pick: 1-X bbox=[811, 1937, 823, 1964]
result-match: Τορίνο - Βερόνα bbox=[648, 2109, 739, 2123]
result-pick: X bbox=[814, 1689, 823, 1703]
